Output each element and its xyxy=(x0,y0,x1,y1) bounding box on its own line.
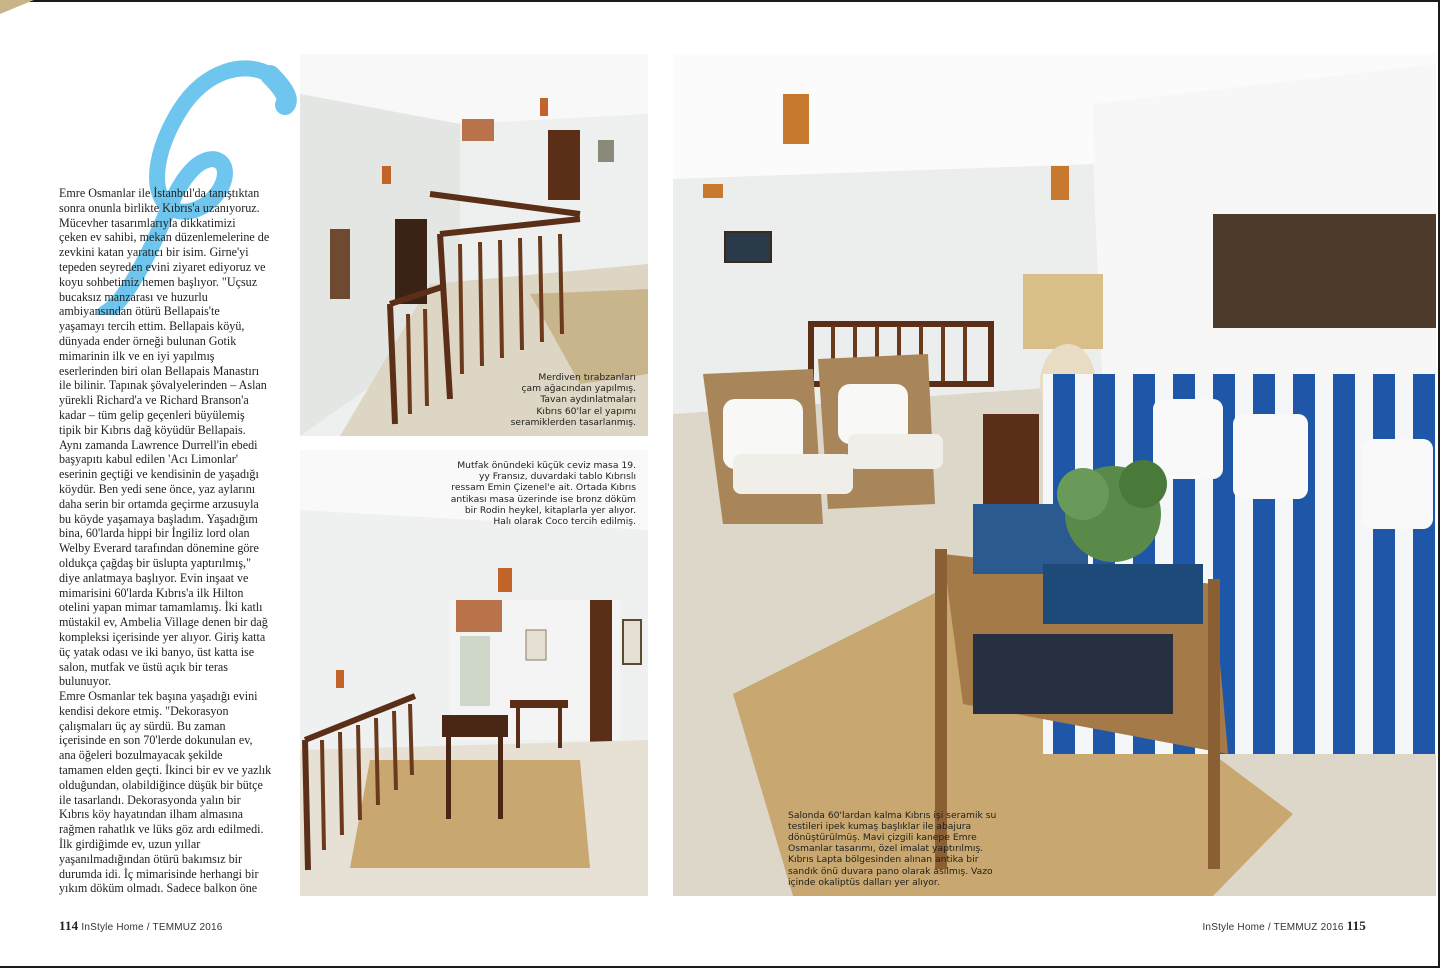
photo-living-room xyxy=(673,54,1436,896)
caption-walnut-table: Mutfak önündeki küçük ceviz masa 19. yy Fransız, duvardaki tablo Kıbrıslı ressam Emin Çizenel'e ait. Ortada Kıbrıs antikası masa üzerinde ise bronz döküm bir Rodin heykel, kitaplarla yer alıyor. Halı olarak Coco tercih edilmiş. xyxy=(450,460,636,528)
caption-living-room: Salonda 60'lardan kalma Kıbrıs işi seramik su testileri ipek kumaş başlıklar ile abajura dönüştürülmüş. Mavi çizgili kanepe Emre Osmanlar tasarımı, özel imalat yaptırılmış. Kıbrıs Lapta bölgesinden alınan antika bir sandık önü duvara pano olarak asılmış. Vazo içinde okaliptüs dalları yer alıyor. xyxy=(788,809,997,888)
folio-right-text: InStyle Home / TEMMUZ 2016 xyxy=(1202,922,1344,933)
page-number-left: 114 xyxy=(59,918,79,933)
caption-staircase: Merdiven tırabzanları çam ağacından yapılmış. Tavan aydınlatmaları Kıbrıs 60'lar el yapımı seramiklerden tasarlanmış. xyxy=(510,371,636,428)
folio-left-text: InStyle Home / TEMMUZ 2016 xyxy=(81,922,223,933)
folio-left xyxy=(59,918,223,934)
page-number-right: 115 xyxy=(1346,918,1366,933)
article-paragraph: Emre Osmanlar ile İstanbul'da tanıştıktan sonra onunla birlikte Kıbrıs'a uzanıyoruz. Mücevher tasarımlarıyla dikkatimizi çeken ev sahibi, mekan düzenlemelerine de zevkini katan yaratıcı bir isim. Girne'yi tepeden seyreden evini ziyaret ediyoruz ve koyu sohbetimiz hemen başlıyor. "Uçsuz bucaksız manzarası ve huzurlu ambiyansından ötürü Bellapais'te yaşamayı tercih ettim. Bellapais köyü, dünyada ender örneği bulunan Gotik mimarinin ilk ve en iyi yapılmış eserlerinden biri olan Bellapais Manastırı ile bilinir. Tapınak şövalyelerinden – Aslan yürekli Richard'a ve Richard Branson'a kadar – tüm gelip geçenleri büyülemiş tipik bir Kıbrıs dağ köyüdür Bellapais. Aynı zamanda Lawrence Durrell'in ebedi başyapıtı kabul edilen 'Acı Limonlar' eserinin geçtiği ve kendisinin de yaşadığı köydür. Ben yedi sene önce, yaz aylarını daha serin bir ortamda geçirme arzusuyla bu köyde yaşamaya başladım. Yaşadığım bina, 60'larda hippi bir İngiliz lord olan Welby Everard tarafından dönemine göre oldukça çağdaş bir üslupta yaptırılmış," diye anlatmaya başlıyor. Evin inşaat ve mimarisini 60'larda Kıbrıs'a ilk Hilton otelini yapan mimar tamamlamış. İki katlı müstakil ev, Ambelia Village denen bir dağ kompleksi içerisinde yer alıyor. Giriş katta üç yatak odası ve iki banyo, üst katta ise salon, mutfak ve üstü açık bir teras bulunuyor. Emre Osmanlar tek başına yaşadığı evini kendisi dekore etmiş. "Dekorasyon çalışmaları üç ay sürdü. Bu zaman içerisinde en son 70'lerde dokunulan ev, ana öğeleri bozulmayacak şekilde tamamen elden geçti. İkinci bir ev ve yazlık olduğundan, olabildiğince düşük bir bütçe ile tasarlandı. Dekorasyonda yalın bir Kıbrıs köy hayatından ilham almasına rağmen rahatlık ve lüks göz ardı edilmedi. İlk girdiğimde ev, uzun yıllar yaşanılmadığından ötürü bakımsız bir durumda idi. İç mimarisinde herhangi bir yıkım döküm olmadı. Sadece balkon öne xyxy=(59,186,272,896)
photo-staircase xyxy=(300,54,648,436)
corner-mark xyxy=(0,0,40,20)
folio-right xyxy=(1202,918,1366,934)
article-body xyxy=(59,186,291,896)
photo-walnut-table xyxy=(300,450,648,896)
